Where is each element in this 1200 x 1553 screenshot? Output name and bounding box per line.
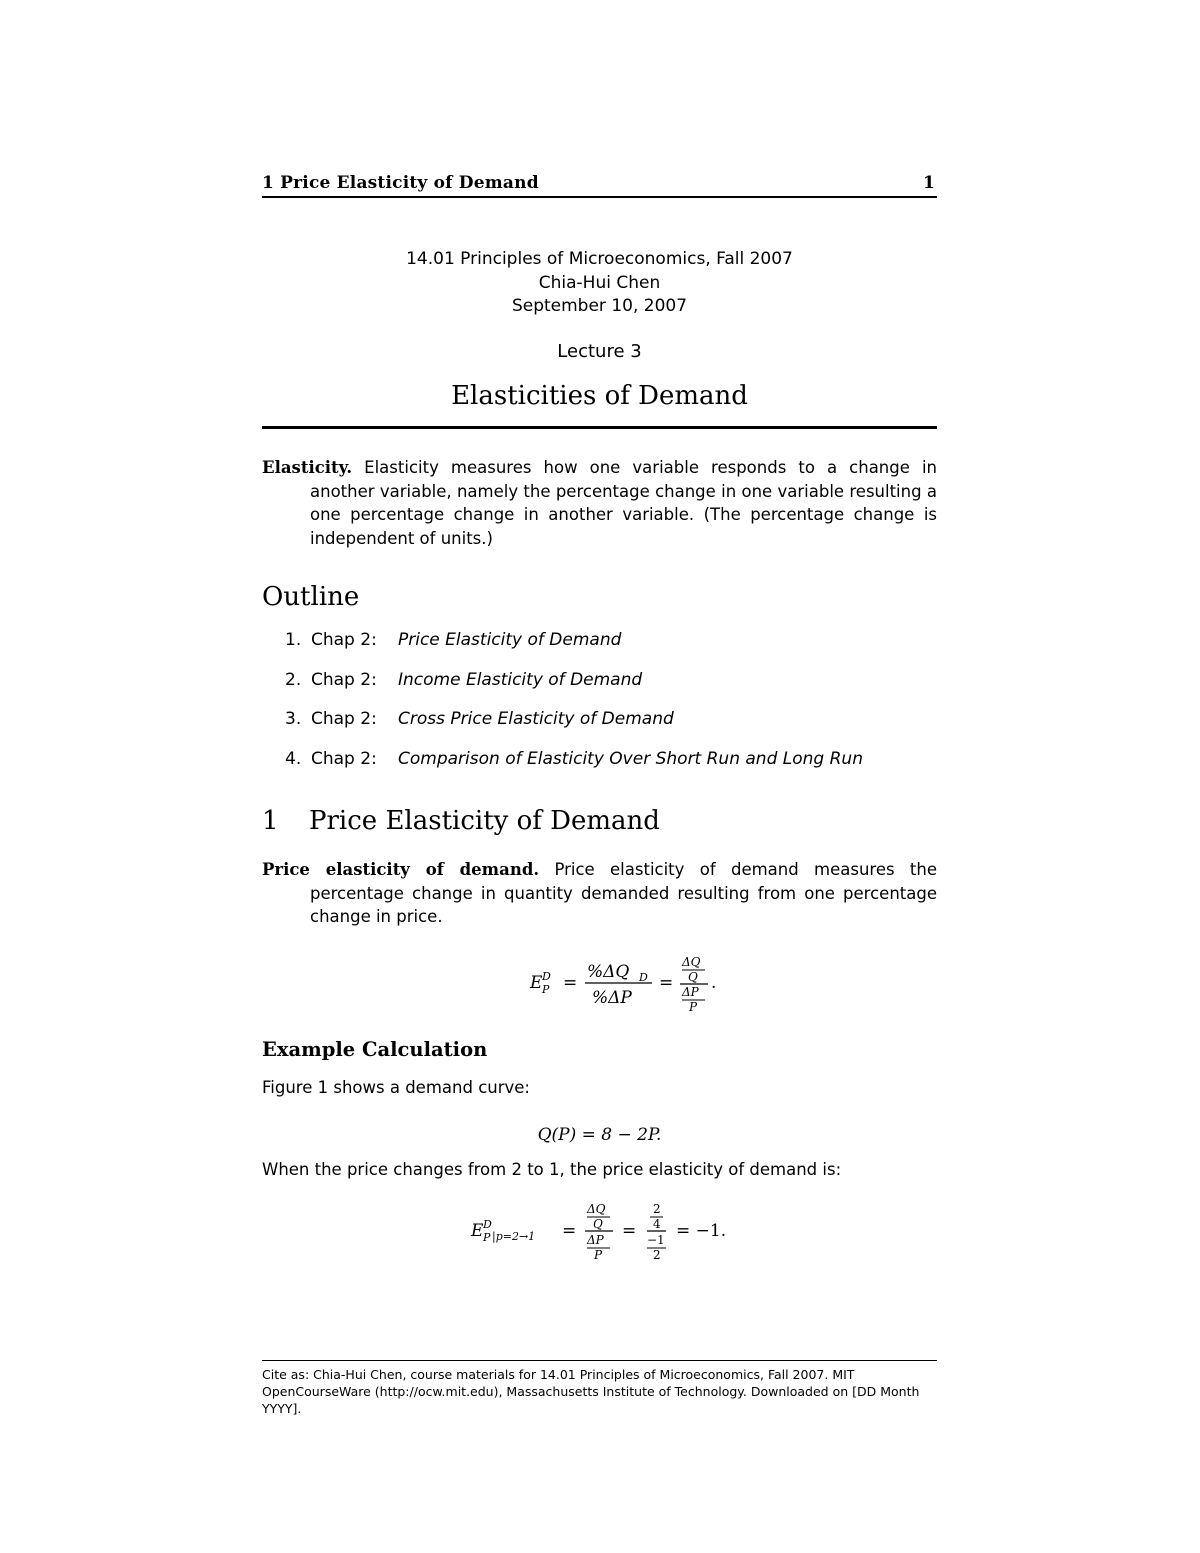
outline-item-chapter: Chap 2: [311, 669, 377, 690]
formula-numerator: %ΔQ [587, 962, 630, 982]
outline-item-title: Price Elasticity of Demand [398, 630, 622, 650]
elasticity-formula [525, 950, 735, 1016]
elasticity-calculation [466, 1196, 746, 1266]
outline-item-number: 3. [285, 709, 302, 729]
formula-equals: = [563, 973, 578, 993]
document-title: Elasticities of Demand [451, 381, 748, 411]
formula-lhs-sup: D [483, 1218, 492, 1231]
formula-lhs-sub: P [542, 983, 550, 996]
formula-numerator-sub: D [639, 971, 648, 984]
elasticity-definition [262, 456, 937, 550]
formula-inner-numerator: ΔP [682, 985, 699, 999]
outline-item-chapter: Chap 2: [311, 748, 377, 769]
price-elasticity-definition [262, 858, 937, 929]
outline-item [285, 749, 863, 789]
formula-lhs: E [471, 1221, 484, 1241]
lecture-number: Lecture 3 [557, 341, 642, 362]
elasticity-text: Elasticity measures how one variable responds to a change in another variable, namely the percentage change in one variable resulting a one percentage change in another variable. (The percentage change is independent of units.) [310, 458, 937, 548]
footer-rule [262, 1360, 937, 1361]
formula-equals: = [562, 1221, 577, 1241]
outline-item-chapter: Chap 2: [311, 709, 377, 729]
author-name: Chia-Hui Chen [538, 273, 661, 293]
fraction-numerator: 2 [653, 1202, 661, 1216]
title-rule [262, 426, 937, 429]
fraction-denominator: 4 [653, 1217, 661, 1231]
formula-inner-denominator: P [594, 1248, 603, 1262]
formula-lhs-sub: P [483, 1231, 491, 1244]
outline-heading: Outline [262, 582, 360, 612]
price-elasticity-text: Price elasticity of demand measures the percentage change in quantity demanded resulting from one percentage change in price. [310, 860, 937, 926]
fraction-denominator: 2 [653, 1248, 661, 1262]
formula-eval-subscript: |p=2→1 [492, 1230, 536, 1243]
demand-equation-text: Q(P) = 8 − 2P. [537, 1125, 662, 1145]
elasticity-term: Elasticity. [262, 458, 353, 477]
running-header-title: 1 Price Elasticity of Demand [262, 173, 539, 193]
section-heading [262, 806, 660, 836]
outline-list [285, 630, 863, 788]
outline-item [285, 630, 863, 670]
formula-inner-denominator: Q [593, 1217, 603, 1231]
outline-item [285, 670, 863, 710]
formula-denominator: %ΔP [592, 988, 632, 1008]
formula-equals: = [622, 1221, 637, 1241]
footer-citation: Cite as: Chia-Hui Chen, course materials for 14.01 Principles of Microeconomics, Fall 2007. MIT OpenCourseWare (http://ocw.mit.edu), Massachusetts Institute of Technology. Downloaded on [DD Month YYYY]. [262, 1367, 920, 1416]
lecture-date: September 10, 2007 [511, 296, 688, 316]
demand-equation [262, 1125, 937, 1145]
formula-lhs: E [530, 973, 543, 993]
outline-item-chapter: Chap 2: [311, 630, 377, 650]
fraction-numerator: −1 [647, 1233, 665, 1247]
formula-inner-denominator: Q [688, 970, 698, 984]
example-heading: Example Calculation [262, 1038, 488, 1061]
course-name: 14.01 Principles of Microeconomics, Fall 2007 [406, 249, 793, 269]
formula-result: = −1. [676, 1221, 727, 1241]
outline-item [285, 709, 863, 749]
formula-period: . [711, 973, 717, 993]
outline-item-title: Cross Price Elasticity of Demand [398, 709, 674, 729]
outline-item-title: Income Elasticity of Demand [398, 669, 643, 690]
formula-inner-numerator: ΔQ [682, 955, 701, 969]
outline-item-title: Comparison of Elasticity Over Short Run and Long Run [398, 748, 863, 769]
formula-inner-numerator: ΔQ [587, 1202, 606, 1216]
example-intro: Figure 1 shows a demand curve: [262, 1078, 530, 1097]
outline-item-number: 2. [285, 669, 302, 690]
price-elasticity-term: Price elasticity of demand. [262, 860, 540, 879]
header-rule [262, 196, 937, 198]
formula-lhs-sup: D [542, 970, 551, 983]
section-number: 1 [262, 806, 279, 836]
example-followup: When the price changes from 2 to 1, the price elasticity of demand is: [262, 1160, 842, 1179]
formula-inner-numerator: ΔP [587, 1233, 604, 1247]
section-title: Price Elasticity of Demand [309, 806, 660, 836]
page-number: 1 [923, 173, 935, 193]
formula-inner-denominator: P [689, 1000, 698, 1014]
outline-item-number: 4. [285, 748, 302, 769]
outline-item-number: 1. [285, 630, 302, 650]
formula-equals: = [659, 973, 674, 993]
